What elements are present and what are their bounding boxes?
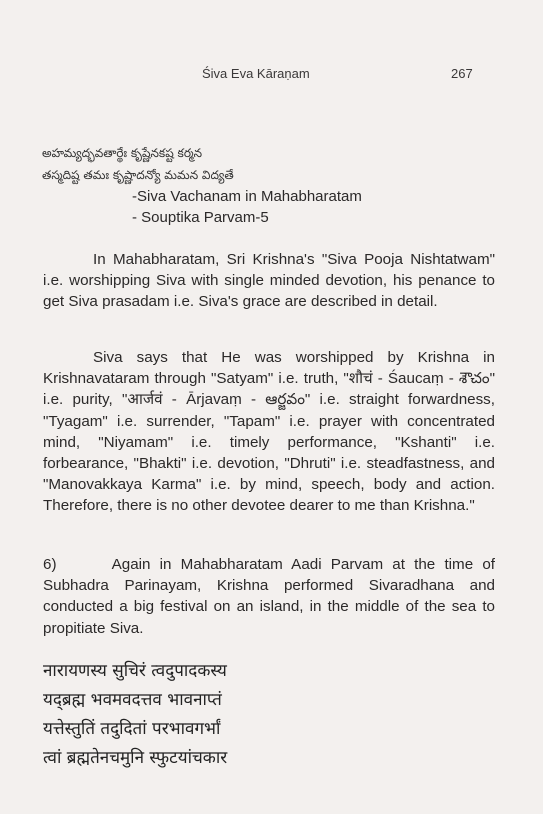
paragraph-1-text: In Mahabharatam, Sri Krishna's "Siva Pooja Nishtatwam" i.e. worshipping Siva with single minded devotion, his penance to get Siva prasadam i.e. Siva's grace are described in detail.: [43, 251, 495, 311]
sloka-line-4: त्वां ब्रह्मतेनचमुनि स्फुटयांचकार: [43, 748, 228, 768]
paragraph-mahabharatam-intro: [43, 249, 495, 313]
telugu-verse-line-1: అహమ్యద్భవతార్థేః కృష్ణేనకష్ట కర్మన: [42, 146, 203, 160]
source-line-1: -Siva Vachanam in Mahabharatam: [132, 188, 362, 205]
telugu-verse-line-2: తస్మదిష్ట తమః కృష్ణాదన్యో మమన విద్యతే: [42, 168, 234, 182]
devanagari-sloka: [43, 657, 227, 773]
sloka-line-2: यद्ब्रह्म भवमवदत्तव भावनाप्तं: [43, 690, 222, 710]
verse-source: [132, 186, 362, 228]
paragraph-numbered-6: [43, 554, 495, 639]
telugu-verse: [42, 142, 234, 186]
source-line-2: - Souptika Parvam-5: [132, 209, 269, 226]
sloka-line-3: यत्तेस्तुतिं तदुदितां परभावगर्भां: [43, 719, 221, 739]
running-title: Śiva Eva Kāraṇam: [202, 66, 310, 81]
page-number: 267: [451, 66, 473, 81]
paragraph-siva-says: [43, 347, 495, 517]
paragraph-3-text: 6) Again in Mahabharatam Aadi Parvam at the time of Subhadra Parinayam, Krishna performed Sivaradhana and conducted a big festival on an island, in the middle of the sea to propitiate Siva.: [43, 556, 495, 637]
sloka-line-1: नारायणस्य सुचिरं त्वदुपादकस्य: [43, 661, 227, 681]
paragraph-2-text: Siva says that He was worshipped by Krishna in Krishnavataram through "Satyam" i.e. truth, "शौचं - Śaucaṃ - శౌచం" i.e. purity, "आर्जवं - Ārjavaṃ - ఆర్జవం" i.e. straight forwardness, "Tyagam" i.e. surrender, "Tapam" i.e. prayer with concentrated mind, "Niyamam" i.e. timely performance, "Kshanti" i.e. forbearance, "Bhakti" i.e. devotion, "Dhruti" i.e. steadfastness, and "Manovakkaya Karma" i.e. by mind, speech, body and action. Therefore, there is no other devotee dearer to me than Krishna.": [43, 349, 495, 515]
